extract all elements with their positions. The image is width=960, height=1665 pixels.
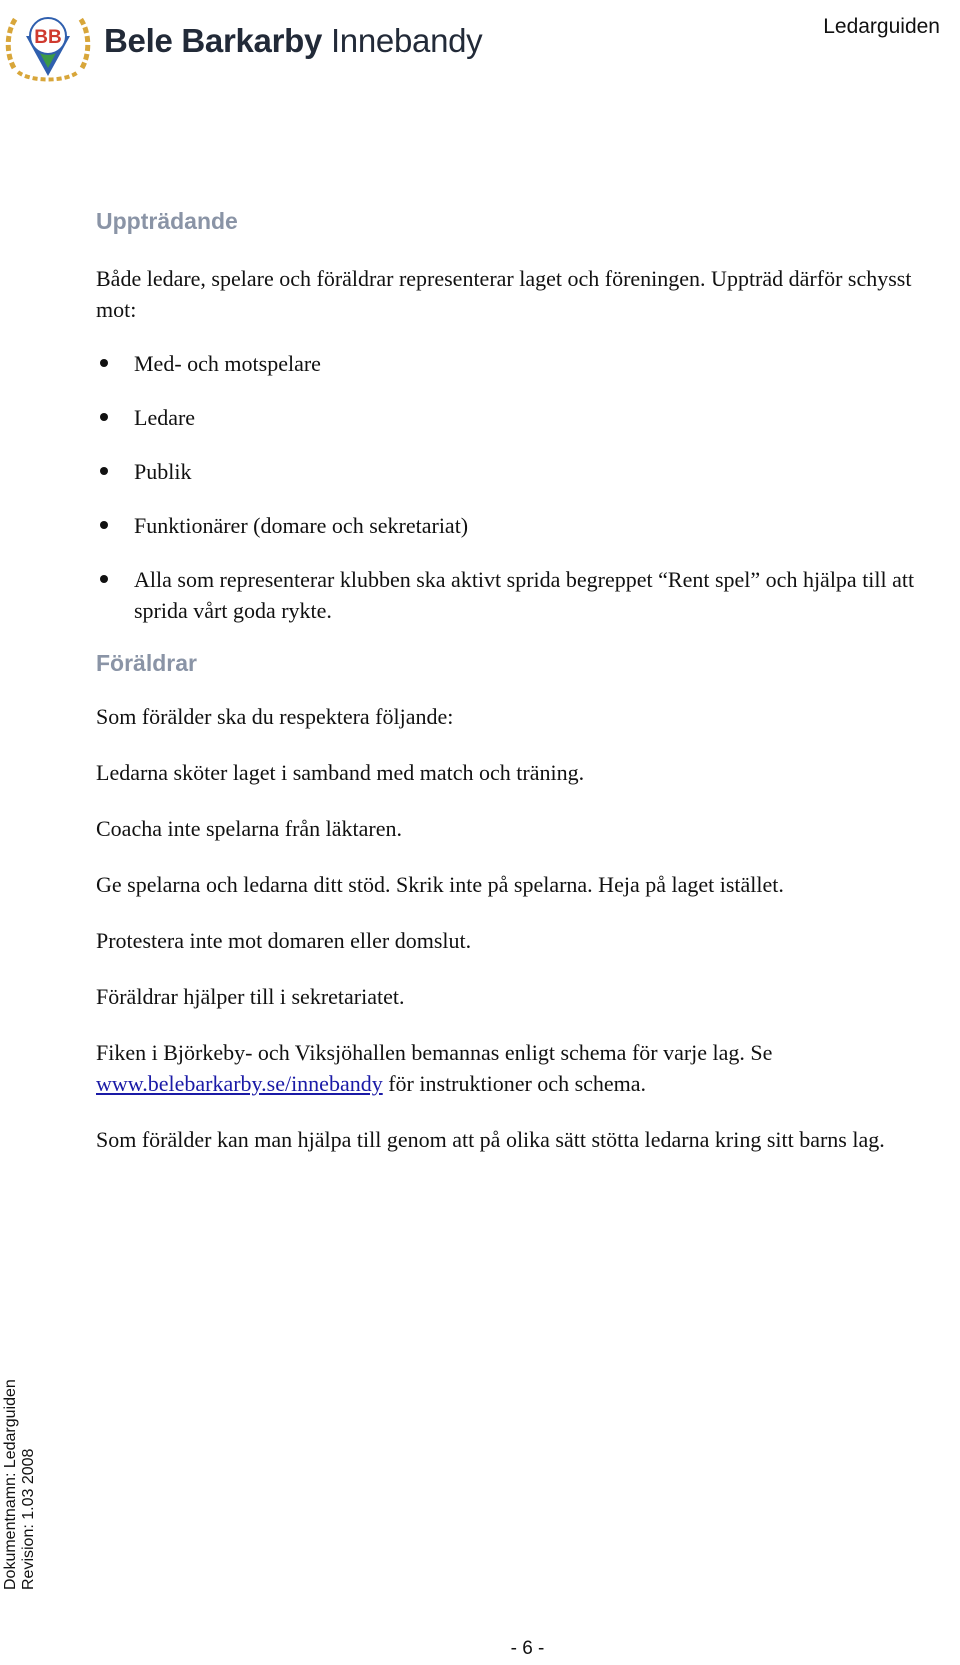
club-name-regular: Innebandy	[330, 22, 483, 59]
document-revision: Revision: 1.03 2008	[20, 1448, 37, 1590]
foraldrar-paragraph: Ledarna sköter laget i samband med match och träning.	[96, 760, 585, 785]
section-heading-upptradande: Uppträdande	[96, 208, 238, 234]
closing-paragraph: Som förälder kan man hjälpa till genom att på olika sätt stötta ledarna kring sitt barns lag.	[96, 1127, 885, 1152]
schedule-paragraph	[96, 1037, 936, 1099]
club-name	[104, 22, 482, 60]
club-website-link[interactable]: www.belebarkarby.se/innebandy	[96, 1071, 383, 1096]
club-logo	[4, 6, 92, 84]
page-number: - 6 -	[510, 1638, 545, 1659]
svg-text:BB: BB	[34, 27, 62, 48]
foraldrar-paragraph: Som förälder ska du respektera följande:	[96, 704, 454, 729]
conduct-list	[96, 348, 936, 626]
schedule-text-after: för instruktioner och schema.	[382, 1071, 647, 1096]
club-crest-icon	[4, 6, 92, 84]
conduct-list-item: Ledare	[96, 402, 936, 433]
foraldrar-paragraph: Protestera inte mot domaren eller domslut.	[96, 928, 472, 953]
conduct-list-item: Alla som representerar klubben ska aktivt sprida begreppet “Rent spel” och hjälpa till att sprida vårt goda rykte.	[96, 564, 936, 626]
foraldrar-paragraph: Föräldrar hjälper till i sekretariatet.	[96, 984, 405, 1009]
document-meta	[2, 1379, 38, 1590]
document-header-title: Ledarguiden	[823, 15, 940, 38]
document-name: Dokumentnamn: Ledarguiden	[2, 1379, 19, 1590]
conduct-list-item: Funktionärer (domare och sekretariat)	[96, 510, 936, 541]
conduct-list-item: Publik	[96, 456, 936, 487]
club-name-bold: Bele Barkarby	[104, 22, 323, 59]
foraldrar-paragraph: Ge spelarna och ledarna ditt stöd. Skrik inte på spelarna. Heja på laget istället.	[96, 872, 784, 897]
foraldrar-paragraph: Coacha inte spelarna från läktaren.	[96, 816, 403, 841]
page-content	[96, 208, 936, 1155]
section-heading-foraldrar: Föräldrar	[96, 650, 197, 676]
upptradande-intro: Både ledare, spelare och föräldrar representerar laget och föreningen. Uppträd därför schysst mot:	[96, 266, 912, 322]
conduct-list-item: Med- och motspelare	[96, 348, 936, 379]
schedule-text-before: Fiken i Björkeby- och Viksjöhallen bemannas enligt schema för varje lag. Se	[96, 1040, 773, 1065]
